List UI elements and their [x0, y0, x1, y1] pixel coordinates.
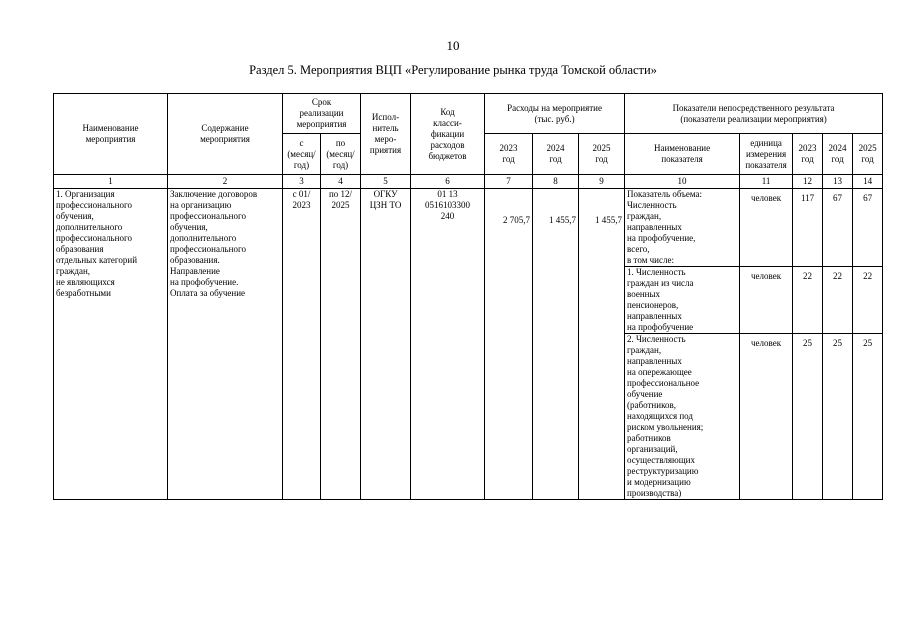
- indicator-2023: 22: [793, 267, 823, 334]
- column-number: 6: [411, 175, 485, 189]
- column-number: 3: [283, 175, 321, 189]
- column-number: 9: [579, 175, 625, 189]
- section-title: Раздел 5. Мероприятия ВЦП «Регулирование рынка труда Томской области»: [249, 63, 657, 77]
- header-exp-2024: 2024 год: [533, 134, 579, 175]
- header-code: Код класси- фикации расходов бюджетов: [411, 94, 485, 175]
- column-number: 13: [823, 175, 853, 189]
- indicator-2023: 25: [793, 334, 823, 500]
- column-number: 14: [853, 175, 883, 189]
- header-indicator-name: Наименование показателя: [625, 134, 740, 175]
- indicator-unit: человек: [740, 267, 793, 334]
- header-ind-2024: 2024 год: [823, 134, 853, 175]
- header-exp-2023: 2023 год: [485, 134, 533, 175]
- header-term-from: с (месяц/ год): [283, 134, 321, 175]
- column-number: 5: [361, 175, 411, 189]
- column-number: 1: [54, 175, 168, 189]
- header-term: Срок реализации мероприятия: [283, 94, 361, 134]
- expense-2025: 1 455,7: [579, 189, 625, 500]
- indicator-2023: 117: [793, 189, 823, 267]
- column-number: 4: [321, 175, 361, 189]
- table-row: [54, 189, 883, 267]
- executor: ОГКУ ЦЗН ТО: [361, 189, 411, 500]
- header-expenses: Расходы на мероприятие (тыс. руб.): [485, 94, 625, 134]
- indicator-2025: 22: [853, 267, 883, 334]
- header-content: Содержание мероприятия: [168, 94, 283, 175]
- expense-2023: 2 705,7: [485, 189, 533, 500]
- column-number: 10: [625, 175, 740, 189]
- column-number: 11: [740, 175, 793, 189]
- indicator-2024: 22: [823, 267, 853, 334]
- header-exp-2025: 2025 год: [579, 134, 625, 175]
- indicator-unit: человек: [740, 334, 793, 500]
- budget-code: 01 13 0516103300 240: [411, 189, 485, 500]
- header-name: Наименование мероприятия: [54, 94, 168, 175]
- indicator-2024: 25: [823, 334, 853, 500]
- header-ind-2025: 2025 год: [853, 134, 883, 175]
- column-number: 7: [485, 175, 533, 189]
- header-indicators: Показатели непосредственного результата (показатели реализации мероприятия): [625, 94, 883, 134]
- event-content: Заключение договоров на организацию профессионального обучения, дополнительного профессионального образования. Направление на профобучение. Оплата за обучение: [168, 189, 283, 500]
- column-number: 8: [533, 175, 579, 189]
- header-unit: единица измерения показателя: [740, 134, 793, 175]
- header-executor: Испол- нитель меро- приятия: [361, 94, 411, 175]
- column-number: 12: [793, 175, 823, 189]
- header-term-to: по (месяц/ год): [321, 134, 361, 175]
- column-numbers-row: [54, 175, 883, 189]
- events-table: [53, 93, 883, 500]
- term-to: по 12/ 2025: [321, 189, 361, 500]
- indicator-unit: человек: [740, 189, 793, 267]
- indicator-name: Показатель объема: Численность граждан, направленных на профобучение, всего, в том числе:: [625, 189, 740, 267]
- header-ind-2023: 2023 год: [793, 134, 823, 175]
- page-number: 10: [446, 38, 460, 53]
- term-from: с 01/ 2023: [283, 189, 321, 500]
- indicator-2025: 25: [853, 334, 883, 500]
- indicator-name: 1. Численность граждан из числа военных пенсионеров, направленных на профобучение: [625, 267, 740, 334]
- indicator-name: 2. Численность граждан, направленных на опережающее профессиональное обучение (работников, находящихся под риском увольнения; работников организаций, осуществляющих реструктуризацию и модернизацию производства): [625, 334, 740, 500]
- expense-2024: 1 455,7: [533, 189, 579, 500]
- event-name: 1. Организация профессионального обучения, дополнительного профессионального образования отдельных категорий граждан, не являющихся безработными: [54, 189, 168, 500]
- column-number: 2: [168, 175, 283, 189]
- indicator-2025: 67: [853, 189, 883, 267]
- indicator-2024: 67: [823, 189, 853, 267]
